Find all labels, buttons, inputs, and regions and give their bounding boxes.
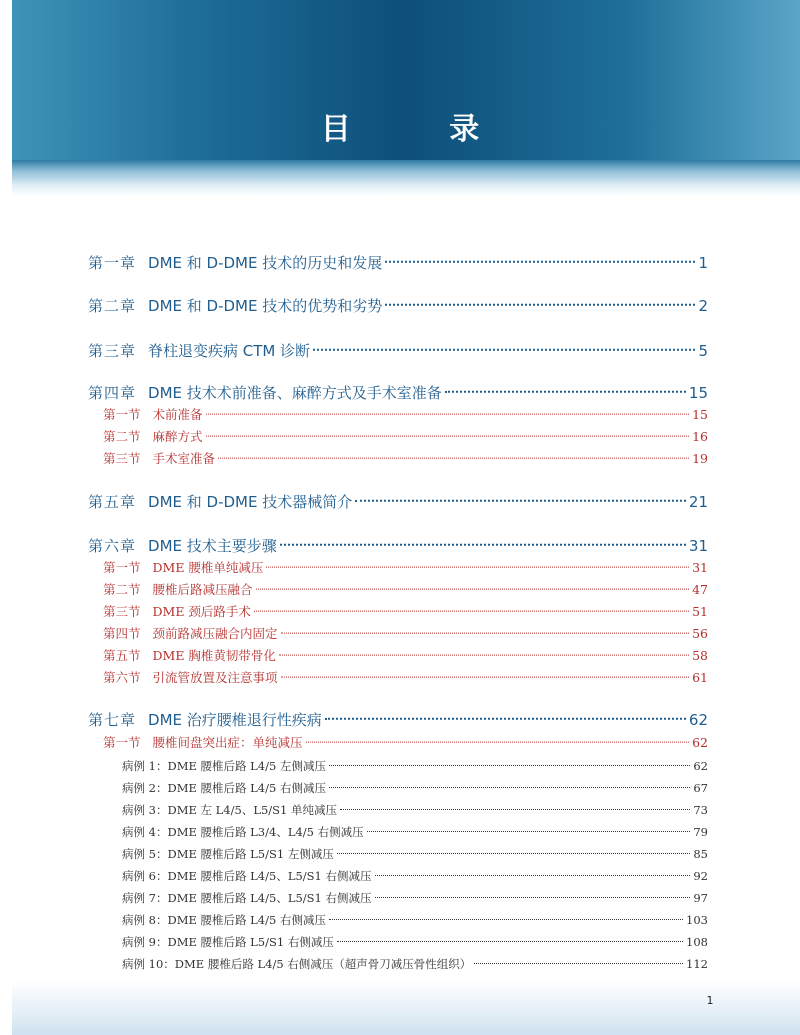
dot-leader <box>281 664 690 678</box>
toc-section[interactable] <box>103 449 708 467</box>
section-number: 第二节 <box>103 582 141 597</box>
toc-chapter[interactable] <box>88 490 708 512</box>
dot-leader <box>337 929 683 942</box>
chapter-page: 21 <box>688 493 708 511</box>
section-number: 第三节 <box>103 451 141 466</box>
toc-chapter[interactable] <box>88 534 708 556</box>
case-page: 62 <box>693 758 708 773</box>
chapter-title: DME 技术主要步骤 <box>148 537 277 555</box>
chapter-title: DME 和 D-DME 技术的历史和发展 <box>148 254 383 272</box>
dot-leader <box>375 885 691 898</box>
toc-chapter[interactable] <box>88 708 708 730</box>
case-page: 92 <box>693 868 708 883</box>
dot-leader <box>280 529 686 546</box>
dot-leader <box>279 642 689 656</box>
toc-section[interactable] <box>103 624 708 642</box>
case-title: 病例 7：DME 腰椎后路 L4/5、L5/S1 右侧减压 <box>122 890 372 905</box>
case-title: 病例 2：DME 腰椎后路 L4/5 右侧减压 <box>122 780 326 795</box>
chapter-page: 15 <box>688 384 708 402</box>
chapter-title: DME 治疗腰椎退行性疾病 <box>148 711 322 729</box>
dot-leader <box>254 598 689 612</box>
chapter-title: DME 和 D-DME 技术器械简介 <box>148 493 353 511</box>
section-page: 51 <box>692 604 708 619</box>
toc-chapter[interactable] <box>88 251 708 273</box>
dot-leader <box>337 841 691 854</box>
section-title: 腰椎后路减压融合 <box>152 582 253 597</box>
section-number: 第六节 <box>103 670 141 685</box>
chapter-number: 第一章 <box>88 254 137 272</box>
case-title: 病例 3：DME 左 L4/5、L5/S1 单纯减压 <box>122 802 337 817</box>
case-title: 病例 9：DME 腰椎后路 L5/S1 右侧减压 <box>122 934 334 949</box>
case-page: 108 <box>686 934 708 949</box>
section-page: 31 <box>692 560 708 575</box>
section-page: 15 <box>692 407 708 422</box>
dot-leader <box>329 775 690 788</box>
case-title: 病例 6：DME 腰椎后路 L4/5、L5/S1 右侧减压 <box>122 868 372 883</box>
section-number: 第二节 <box>103 429 141 444</box>
chapter-title: DME 和 D-DME 技术的优势和劣势 <box>148 297 383 315</box>
case-page: 85 <box>693 846 708 861</box>
chapter-number: 第二章 <box>88 297 137 315</box>
toc-chapter[interactable] <box>88 381 708 403</box>
toc-chapter[interactable] <box>88 339 708 361</box>
dot-leader <box>385 246 695 263</box>
chapter-page: 31 <box>688 537 708 555</box>
dot-leader <box>206 423 690 437</box>
dot-leader <box>385 289 695 306</box>
section-page: 56 <box>692 626 708 641</box>
section-number: 第三节 <box>103 604 141 619</box>
toc-section[interactable] <box>103 602 708 620</box>
chapter-number: 第四章 <box>88 384 137 402</box>
toc-case[interactable] <box>122 845 708 862</box>
section-number: 第一节 <box>103 407 141 422</box>
dot-leader <box>367 819 691 832</box>
chapter-page: 62 <box>688 711 708 729</box>
case-page: 73 <box>693 802 708 817</box>
case-page: 103 <box>686 912 708 927</box>
section-page: 58 <box>692 648 708 663</box>
toc-section[interactable] <box>103 580 708 598</box>
dot-leader <box>329 753 690 766</box>
dot-leader <box>313 334 695 351</box>
dot-leader <box>340 797 690 810</box>
case-title: 病例 5：DME 腰椎后路 L5/S1 左侧减压 <box>122 846 334 861</box>
chapter-page: 1 <box>698 254 708 272</box>
section-page: 47 <box>692 582 708 597</box>
chapter-title: DME 技术术前准备、麻醉方式及手术室准备 <box>148 384 442 402</box>
dot-leader <box>306 729 690 743</box>
dot-leader <box>355 485 686 502</box>
dot-leader <box>445 376 686 393</box>
toc-case[interactable] <box>122 889 708 906</box>
toc-case[interactable] <box>122 867 708 884</box>
dot-leader <box>325 703 686 720</box>
dot-leader <box>266 554 689 568</box>
toc-section[interactable] <box>103 405 708 423</box>
toc-chapter[interactable] <box>88 294 708 316</box>
toc-case[interactable] <box>122 933 708 950</box>
toc-section[interactable] <box>103 733 708 751</box>
section-page: 61 <box>692 670 708 685</box>
section-title: 麻醉方式 <box>152 429 203 444</box>
section-title: DME 腰椎单纯减压 <box>152 560 264 575</box>
case-page: 112 <box>686 956 708 971</box>
dot-leader <box>206 401 690 415</box>
toc-case[interactable] <box>122 911 708 928</box>
section-title: DME 颈后路手术 <box>152 604 251 619</box>
case-title: 病例 8：DME 腰椎后路 L4/5 右侧减压 <box>122 912 326 927</box>
case-page: 67 <box>693 780 708 795</box>
page-number: 1 <box>706 994 714 1007</box>
dot-leader <box>256 576 690 590</box>
toc-section[interactable] <box>103 646 708 664</box>
dot-leader <box>281 620 690 634</box>
section-page: 19 <box>692 451 708 466</box>
toc-section[interactable] <box>103 427 708 445</box>
dot-leader <box>329 907 683 920</box>
chapter-title: 脊柱退变疾病 CTM 诊断 <box>148 342 311 360</box>
chapter-number: 第五章 <box>88 493 137 511</box>
section-title: 腰椎间盘突出症：单纯减压 <box>152 735 303 750</box>
section-number: 第一节 <box>103 560 141 575</box>
case-title: 病例 1：DME 腰椎后路 L4/5 左侧减压 <box>122 758 326 773</box>
dot-leader <box>218 445 689 459</box>
case-title: 病例 4：DME 腰椎后路 L3/4、L4/5 右侧减压 <box>122 824 364 839</box>
toc-section[interactable] <box>103 558 708 576</box>
chapter-number: 第七章 <box>88 711 137 729</box>
section-number: 第一节 <box>103 735 141 750</box>
case-page: 79 <box>693 824 708 839</box>
toc-section[interactable] <box>103 668 708 686</box>
toc-case[interactable] <box>122 757 708 774</box>
case-page: 97 <box>693 890 708 905</box>
toc-case[interactable] <box>122 801 708 818</box>
chapter-number: 第三章 <box>88 342 137 360</box>
chapter-page: 5 <box>698 342 708 360</box>
section-title: 颈前路减压融合内固定 <box>152 626 278 641</box>
toc-case[interactable] <box>122 955 708 972</box>
chapter-number: 第六章 <box>88 537 137 555</box>
section-page: 62 <box>692 735 708 750</box>
toc-case[interactable] <box>122 823 708 840</box>
section-title: 引流管放置及注意事项 <box>152 670 278 685</box>
chapter-page: 2 <box>698 297 708 315</box>
section-title: DME 胸椎黄韧带骨化 <box>152 648 276 663</box>
section-title: 术前准备 <box>152 407 203 422</box>
toc-case[interactable] <box>122 779 708 796</box>
footer-band <box>12 980 800 1035</box>
dot-leader <box>474 951 683 964</box>
section-number: 第五节 <box>103 648 141 663</box>
section-number: 第四节 <box>103 626 141 641</box>
case-title: 病例 10：DME 腰椎后路 L4/5 右侧减压（超声骨刀减压骨性组织） <box>122 956 472 971</box>
page-title: 目 录 <box>320 112 524 147</box>
section-title: 手术室准备 <box>152 451 216 466</box>
section-page: 16 <box>692 429 708 444</box>
dot-leader <box>375 863 691 876</box>
